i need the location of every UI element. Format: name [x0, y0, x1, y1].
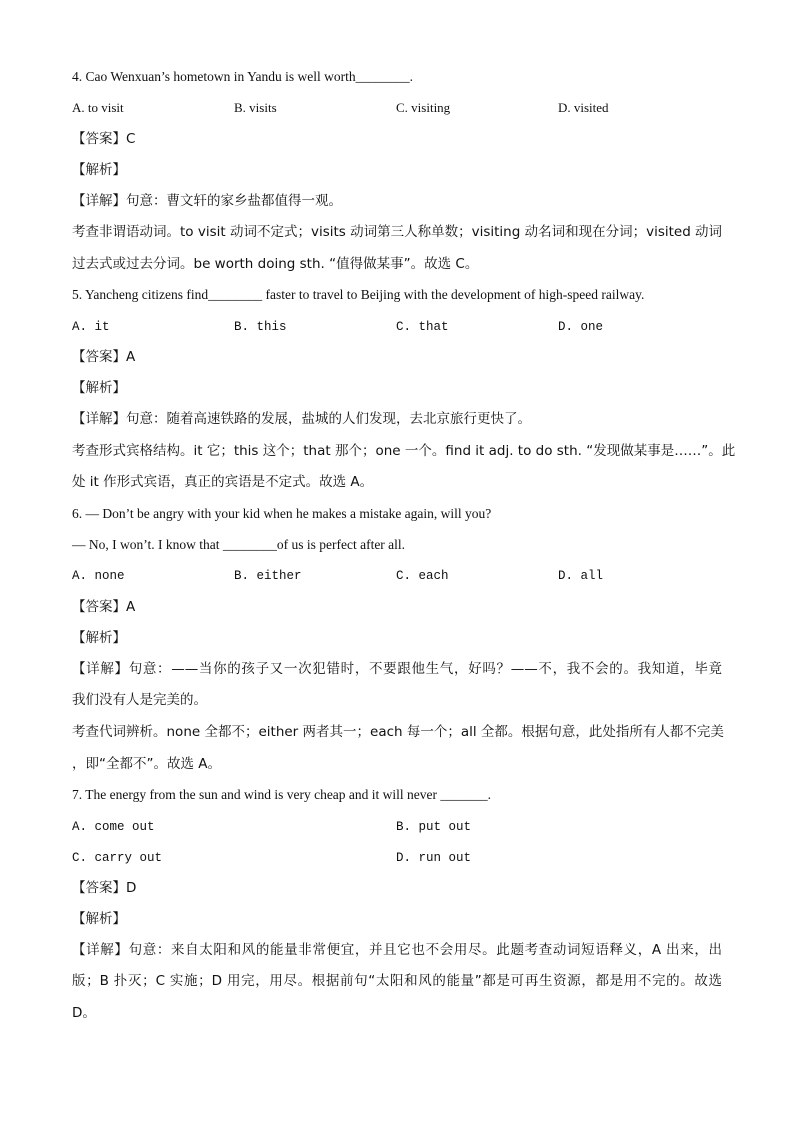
q6-question-line-1: 6. — Don’t be angry with your kid when he makes a mistake again, will you?: [72, 506, 492, 521]
q4-option-a: A. to visit: [72, 100, 124, 115]
q5-explanation-line-2: 处 it 作形式宾语，真正的宾语是不定式。故选 A。: [72, 474, 374, 490]
q4-option-b: B. visits: [234, 100, 277, 115]
q5-option-b: B. this: [234, 320, 287, 334]
q4-question: 4. Cao Wenxuan’s hometown in Yandu is well worth________.: [72, 69, 414, 84]
q4-option-d: D. visited: [558, 100, 609, 115]
q7-detail-line-2: 版；B 扑灭；C 实施；D 用完，用尽。根据前句“太阳和风的能量”都是可再生资源，都是用不完的。故选: [72, 973, 722, 989]
q6-explanation-line-1: 考查代词辨析。none 全都不；either 两者其一；each 每一个；all 全都。根据句意，此处指所有人都不完美: [72, 724, 724, 740]
q5-option-a: A. it: [72, 320, 110, 334]
q6-option-c: C. each: [396, 569, 449, 583]
q6-question-line-2: — No, I won’t. I know that ________of us is perfect after all.: [72, 537, 406, 552]
q7-detail-line-1: 【详解】句意：来自太阳和风的能量非常便宜，并且它也不会用尽。此题考查动词短语释义，A 出来，出: [72, 942, 722, 958]
q5-explanation-line-1: 考查形式宾格结构。it 它；this 这个；that 那个；one 一个。find it adj. to do sth. “发现做某事是……”。此: [72, 443, 736, 459]
q7-option-c: C. carry out: [72, 851, 163, 865]
q6-option-a: A. none: [72, 569, 125, 583]
q6-explanation-line-2: ，即“全都不”。故选 A。: [72, 756, 222, 772]
q7-option-a: A. come out: [72, 820, 155, 834]
q7-option-b: B. put out: [396, 820, 472, 834]
q5-detail: 【详解】句意：随着高速铁路的发展，盐城的人们发现，去北京旅行更快了。: [72, 411, 531, 427]
q4-answer: 【答案】C: [72, 131, 136, 147]
q5-option-c: C. that: [396, 320, 449, 334]
q6-detail-line-2: 我们没有人是完美的。: [72, 692, 207, 708]
q5-question: 5. Yancheng citizens find________ faster to travel to Beijing with the development of high-speed railway.: [72, 287, 645, 302]
q7-answer: 【答案】D: [72, 880, 137, 896]
q7-analysis-heading: 【解析】: [72, 911, 126, 927]
q5-analysis-heading: 【解析】: [72, 380, 126, 396]
q4-analysis-heading: 【解析】: [72, 162, 126, 178]
q6-answer: 【答案】A: [72, 599, 136, 615]
q7-question: 7. The energy from the sun and wind is very cheap and it will never _______.: [72, 787, 492, 802]
q5-option-d: D. one: [558, 320, 604, 334]
q7-option-d: D. run out: [396, 851, 472, 865]
q4-explanation-line-1: 考查非谓语动词。to visit 动词不定式；visits 动词第三人称单数；visiting 动名词和现在分词；visited 动词: [72, 224, 723, 240]
q5-answer: 【答案】A: [72, 349, 136, 365]
q4-explanation-line-2: 过去式或过去分词。be worth doing sth. “值得做某事”。故选 C。: [72, 256, 479, 272]
q6-detail-line-1: 【详解】句意：——当你的孩子又一次犯错时，不要跟他生气，好吗？——不，我不会的。我知道，毕竟: [72, 661, 722, 677]
q7-detail-line-3: D。: [72, 1005, 96, 1021]
q4-option-c: C. visiting: [396, 100, 451, 115]
q4-detail: 【详解】句意：曹文轩的家乡盐都值得一观。: [72, 193, 342, 209]
q6-analysis-heading: 【解析】: [72, 630, 126, 646]
q6-option-b: B. either: [234, 569, 302, 583]
q6-option-d: D. all: [558, 569, 604, 583]
